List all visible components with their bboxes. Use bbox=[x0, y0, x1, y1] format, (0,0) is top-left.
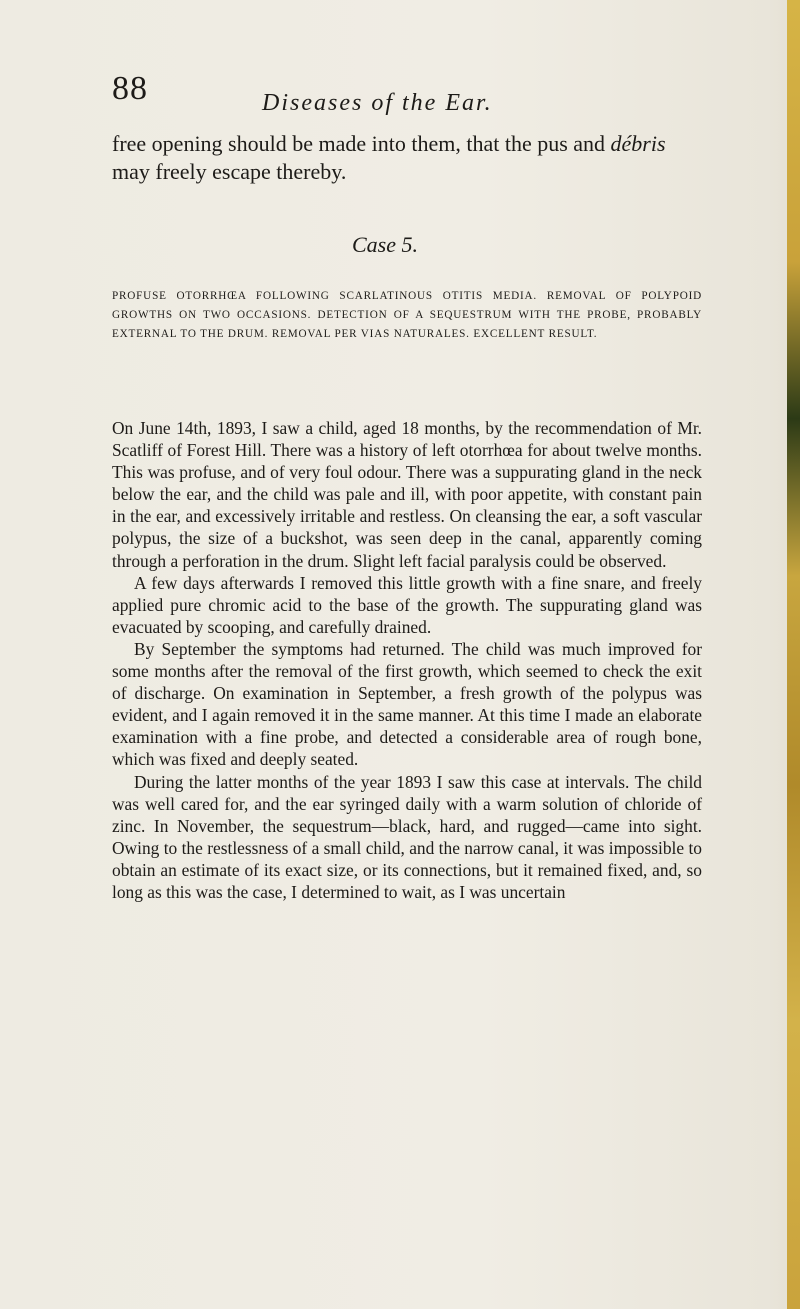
running-head: Diseases of the Ear. bbox=[262, 90, 493, 116]
paragraph: During the latter months of the year 1893 I saw this case at intervals. The child was well cared for, and the ear syringed daily with a warm solution of chloride of zinc. In November, the sequestrum—black, hard, and rugged—came into sight. Owing to the restlessness of a small child, and the narrow canal, it was impossible to obtain an estimate of its exact size, or its connections, but it remained fixed, and, so long as this was the case, I determined to wait, as I was uncertain bbox=[112, 771, 702, 902]
continuation-italic-word: débris bbox=[610, 131, 666, 156]
page-number: 88 bbox=[112, 70, 148, 107]
continuation-after: may freely escape thereby. bbox=[112, 159, 347, 184]
case-summary: PROFUSE OTORRHŒA FOLLOWING SCARLATINOUS OTITIS MEDIA. REMOVAL OF POLYPOID GROWTHS ON TWO OCCASIONS. DETECTION OF A SEQUESTRUM WITH THE PROBE, PROBABLY EXTERNAL TO THE DRUM. REMOVAL PER VIAS NATURALES. EXCELLENT RESULT. bbox=[112, 290, 702, 340]
paragraph: A few days afterwards I removed this little growth with a fine snare, and freely applied pure chromic acid to the base of the growth. The suppurating gland was evacuated by scooping, and carefully drained. bbox=[112, 572, 702, 637]
paragraph: On June 14th, 1893, I saw a child, aged 18 months, by the recommendation of Mr. Scatliff of Forest Hill. There was a history of left otorrhœa for about twelve months. This was profuse, and of very foul odour. There was a suppurating gland in the neck below the ear, and the child was pale and ill, with poor appetite, with constant pain in the ear, and excessively irritable and restless. On cleansing the ear, a soft vascular polypus, the size of a buckshot, was seen deep in the canal, apparently coming through a perforation in the drum. Slight left facial paralysis could be observed. bbox=[112, 418, 702, 571]
case-body bbox=[112, 417, 702, 903]
page-edge-binding bbox=[787, 0, 800, 1309]
continuation-before: free opening should be made into them, that the pus and bbox=[112, 131, 611, 156]
continuation-text bbox=[112, 130, 702, 186]
case-title: Case 5. bbox=[352, 232, 418, 257]
paragraph: By September the symptoms had returned. The child was much improved for some months after the removal of the first growth, which seemed to check the exit of discharge. On examination in September, a fresh growth of the polypus was evident, and I again removed it in the same manner. At this time I made an elaborate examination with a fine probe, and detected a considerable area of rough bone, which was fixed and deeply seated. bbox=[112, 638, 702, 770]
